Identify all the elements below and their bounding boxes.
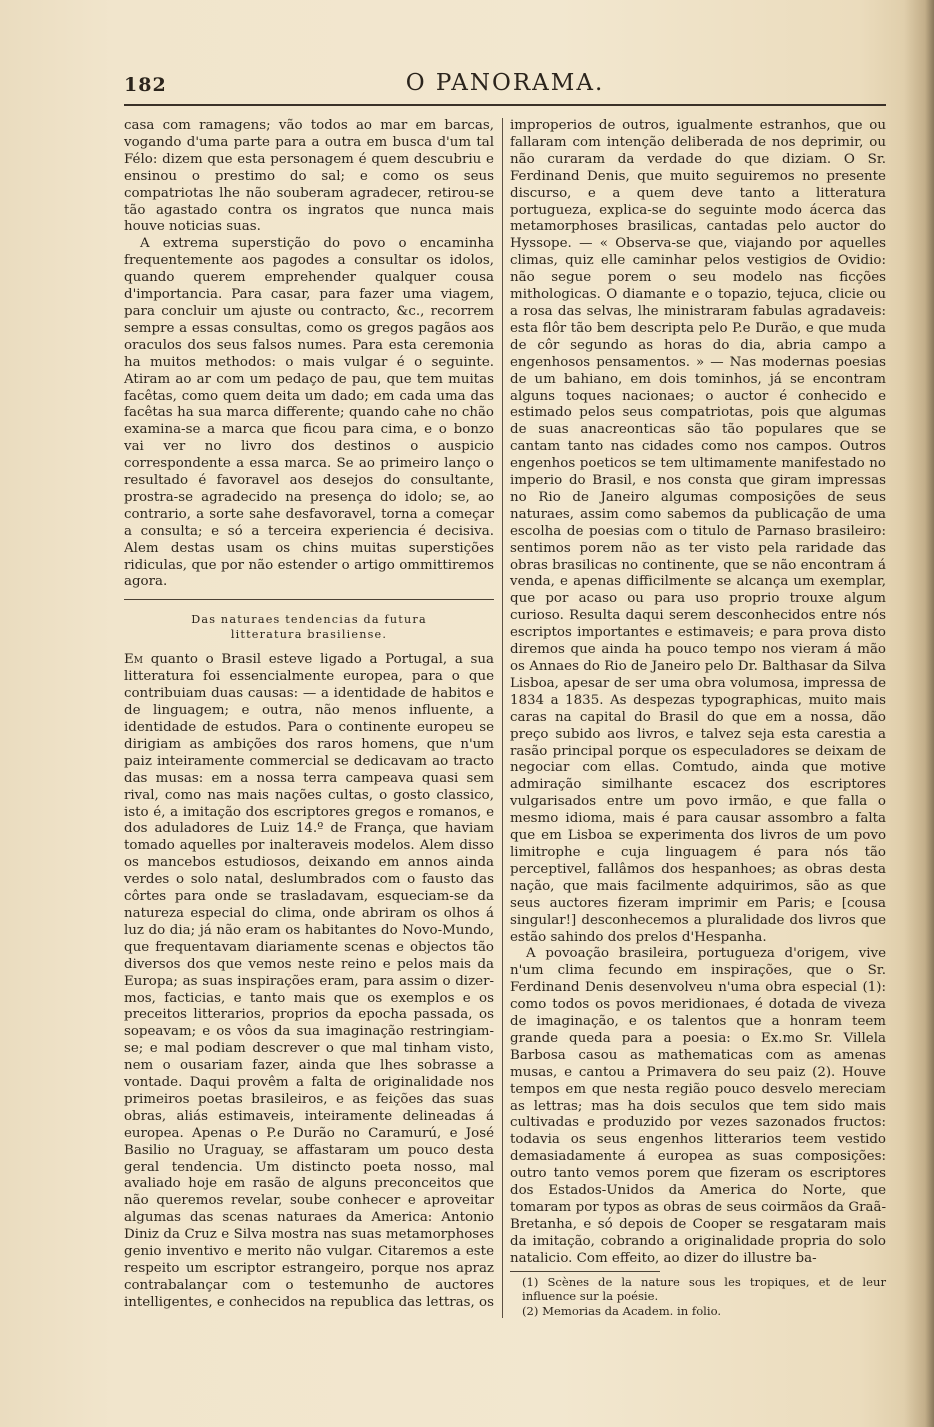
section-title-line-1: Das naturaes tendencias da futura xyxy=(191,613,427,627)
paragraph-initial: Em xyxy=(124,652,143,668)
left-paragraph-2: A extrema superstição do povo o encaminha frequentemente aos pagodes a consultar os idolos, quando querem emprehender qualquer cousa d'importancia. Para casar, para fazer uma viagem, para concluir um ajuste ou contracto, &c., recorrem sempre a essas consultas, como os gregos pagãos aos oraculos dos seus falsos numes. Para esta ceremonia ha muitos methodos: o mais vulgar é o seguinte. Atiram ao ar com um pedaço de pau, que tem muitas facêtas, como quem deita um dado; em cada uma das facêtas ha sua marca differente; quando cahe no chão examina-se a marca que ficou para cima, e o bonzo vai ver no livro dos destinos o auspicio correspondente a essa marca. Se ao primeiro lanço o resultado é favoravel aos desejos do consultante, prostra-se agradecido na presença do idolo; se, ao contrario, a sorte sahe desfavoravel, torna a começar a consulta; e só a terceira experiencia é decisiva. Alem destas usam os chins muitas superstições ridiculas, que por não estender o artigo ommittiremos agora. xyxy=(124,236,494,590)
footnote-1: (1) Scènes de la nature sous les tropiques, et de leur influence sur la poésie. xyxy=(522,1274,886,1304)
left-paragraph-1: casa com ramagens; vão todos ao mar em barcas, vogando d'uma parte para a outra em busca d'um tal Félo: dizem que esta personagem é quem descubriu e ensinou o prestimo do sal; e como os seus compatriotas lhe não souberam agradecer, retirou-se tão agastado contra os ingratos que nunca mais houve noticias suas. xyxy=(124,118,494,235)
page-number: 182 xyxy=(124,74,167,96)
right-paragraph-2: A povoação brasileira, portugueza d'origem, vive n'um clima fecundo em inspirações, que o Sr. Ferdinand Denis desenvolveu n'uma obra especial (1): como todos os povos meridionaes, é dotada de viveza de imaginação, e os talentos que a honram teem grande queda para a poesia: o Ex.mo Sr. Villela Barbosa casou as mathematicas com as amenas musas, e cantou a Primavera do seu paiz (2). Houve tempos em que nesta região pouco desvelo mereciam as lettras; mas ha dois seculos que tem sido mais cultivadas e produzido por vezes sazonados fructos: todavia os seus engenhos litterarios teem vestido demasiadamente á europea as suas composições: outro tanto vemos porem que fizeram os escriptores dos Estados-Unidos da America do Norte, que tomaram por typos as obras de seus coirmãos da Graã-Bretanha, e só depois de Cooper se resgataram mais da imitação, cobrando a originalidade propria do solo natalicio. Com effeito, ao dizer do illustre ba- xyxy=(510,946,886,1266)
header-rule xyxy=(124,104,886,106)
binding-shadow xyxy=(904,0,934,1427)
section-rule xyxy=(124,599,494,600)
section-title xyxy=(124,612,494,642)
footnote-rule xyxy=(510,1271,660,1272)
right-paragraph-1: improperios de outros, igualmente estranhos, que ou fallaram com intenção deliberada de nos deprimir, ou não curaram da verdade do que diziam. O Sr. Ferdinand Denis, que muito seguiremos no presente discurso, e a quem deve tanto a litteratura portugueza, explica-se do seguinte modo ácerca das metamorphoses brasilicas, cantadas pelo auctor do Hyssope. — « Observa-se que, viajando por aquelles climas, quiz elle caminhar pelos vestigios de Ovidio: não segue porem o seu modelo nas ficções mithologicas. O diamante e o topazio, tejuca, clicie ou a rosa das selvas, lhe ministraram fabulas agradaveis: esta flôr tão bem descripta pelo P.e Durão, e que muda de côr segundo as horas do dia, abria campo a engenhosos pensamentos. » — Nas modernas poesias de um bahiano, em dois tominhos, já se encontram alguns toques nacionaes; o auctor é conhecido e estimado pelos seus compatriotas, pois que algumas de suas anacreonticas são tão populares que se cantam tanto nas cidades como nos campos. Outros engenhos poeticos se tem ultimamente manifestado no imperio do Brasil, e nos consta que giram impressas no Rio de Janeiro algumas composições de seus naturaes, assim como sabemos da publicação de uma escolha de poesias com o titulo de Parnaso brasileiro: sentimos porem não as ter visto pela raridade das obras brasilicas no continente, que se não encontram á venda, e apenas difficilmente se alcança um exemplar, que por acaso ou para uso proprio trouxe algum curioso. Resulta daqui serem desconhecidos entre nós escriptos importantes e estimaveis; e para prova disto diremos que ainda ha pouco tempo nos vieram á mão os Annaes do Rio de Janeiro pelo Dr. Balthasar da Silva Lisboa, apesar de ser uma obra volumosa, impressa de 1834 a 1835. As despezas typographicas, muito mais caras na capital do Brasil do que em a nossa, dão preço subido aos livros, e talvez seja esta carestia a rasão principal porque os especuladores se deixam de negociar com ellas. Comtudo, ainda que motive admiração similhante escacez dos escriptores vulgarisados entre um povo irmão, e que falla o mesmo idioma, mais é para causar assombro a falta que em Lisboa se experimenta dos livros de um povo limitrophe e cuja linguagem é para nós tão perceptivel, fallâmos dos hespanhoes; as obras desta nação, que mais facilmente adquirimos, são as que seus auctores fizeram imprimir em Paris; e [cousa singular!] desconhecemos a pluralidade dos livros que estão sahindo dos prelos d'Hespanha. xyxy=(510,118,887,945)
footnote-2: (2) Memorias da Academ. in folio. xyxy=(522,1303,722,1318)
column-divider xyxy=(502,118,503,1318)
page-header xyxy=(124,66,886,102)
running-title: O PANORAMA. xyxy=(405,70,605,96)
section-title-line-2: litteratura brasiliense. xyxy=(230,628,388,642)
left-paragraph-3-text: quanto o Brasil esteve ligado a Portugal, a sua litteratura foi essencialmente europea, para o que contribuiam duas causas: — a identidade de habitos e de linguagem; e outra, não menos influente, a identidade de estudos. Para o continente europeu se dirigiam as ambições dos raros homens, que n'um paiz inteiramente commercial se dedicavam ao tracto das musas: em a nossa terra campeava quasi sem rival, como nas mais nações cultas, o gosto classico, isto é, a imitação dos escriptores gregos e romanos, e dos aduladores de Luiz 14.º de França, que haviam tomado aquelles por inalteraveis modelos. Alem disso os mancebos estudiosos, deixando em annos ainda verdes o solo natal, deslumbrados com o fausto das côrtes para onde se trasladavam, esqueciam-se da natureza especial do clima, onde abriram os olhos á luz do dia; já não eram os habitantes do Novo-Mundo, que frequentavam diariamente scenas e objectos tão diversos dos que vemos neste reino e pelos mais da Europa; as suas inspirações eram, para assim o dizer-mos, facticias, e tanto mais que os exemplos e os preceitos litterarios, proprios da epocha passada, os sopeavam; e os vôos da sua imaginação restringiam-se; e mal podiam descrever o que mal tinham visto, nem o ousariam fazer, ainda que lhes sobrasse a vontade. Daqui provêm a falta de originalidade nos primeiros poetas brasileiros, e as feições das suas obras, aliás estimaveis, inteiramente delineadas á europea. Apenas o P.e Durão no Caramurú, e José Basilio no Uraguay, se affastaram um pouco desta geral tendencia. Um distincto poeta nosso, mal avaliado hoje em rasão de alguns preconceitos que não queremos revelar, soube conhecer e aproveitar algumas das scenas naturaes da America: Antonio Diniz da Cruz e Silva mostra nas suas metamorphoses genio inventivo e merito não vulgar. Citaremos a este respeito um escriptor estrangeiro, porque nos apraz contrabalançar com o testemunho de auctores intelligentes, e conhecidos na republica das lettras, os xyxy=(124,652,494,1310)
left-column xyxy=(124,118,494,1312)
footnotes xyxy=(510,1275,886,1319)
right-column xyxy=(510,118,886,1318)
left-paragraph-3 xyxy=(124,652,494,1311)
